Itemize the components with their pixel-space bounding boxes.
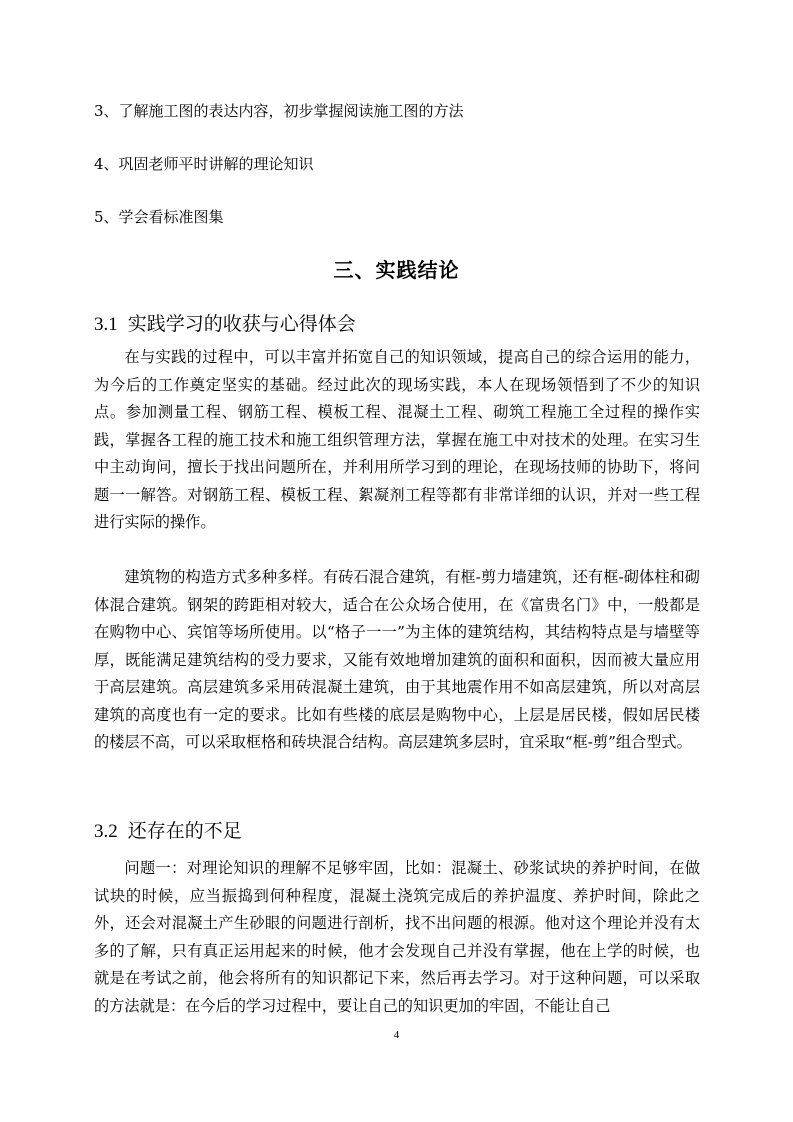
- section-heading-3-2: [94, 818, 242, 845]
- body-paragraph: 建筑物的构造方式多种多样。有砖石混合建筑，有框-剪力墙建筑，还有框-砌体柱和砌体混合建筑。钢架的跨距相对较大，适合在公众场合使用，在《富贵名门》中，一般都是在购物中心、宾馆等场所使用。以“格子一一”为主体的建筑结构，其结构特点是与墙壁等厚，既能满足建筑结构的受力要求，又能有效地增加建筑的面积和面积，因而被大量应用于高层建筑。高层建筑多采用砖混凝土建筑，由于其地震作用不如高层建筑，所以对高层建筑的高度也有一定的要求。比如有些楼的底层是购物中心，上层是居民楼，假如居民楼的楼层不高，可以采取框格和砖块混合结构。高层建筑多层时，宜采取“框-剪”组合型式。: [94, 568, 700, 751]
- body-paragraph: 问题一：对理论知识的理解不足够牢固，比如：混凝土、砂浆试块的养护时间，在做试块的时候，应当振捣到何种程度，混凝土浇筑完成后的养护温度、养护时间，除此之外，还会对混凝土产生砂眼的问题进行剖析，找不出问题的根源。他对这个理论并没有太多的了解，只有真正运用起来的时候，他才会发现自己并没有掌握，他在上学的时候，也就是在考试之前，他会将所有的知识都记下来，然后再去学习。对于这种问题，可以采取的方法就是：在今后的学习过程中，要让自己的知识更加的牢固，不能让自己: [94, 859, 700, 1015]
- list-item-3: 3、了解施工图的表达内容，初步掌握阅读施工图的方法: [94, 102, 464, 120]
- section-title: 实践学习的收获与心得体会: [127, 313, 356, 335]
- chapter-title: 三、实践结论: [333, 258, 460, 282]
- section-heading-3-1: [94, 311, 356, 338]
- section-number: 3.2: [94, 821, 118, 842]
- list-item-4: 4、巩固老师平时讲解的理论知识: [94, 155, 314, 173]
- section-title: 还存在的不足: [127, 820, 242, 842]
- section-number: 3.1: [94, 314, 118, 335]
- list-item-5: 5、学会看标准图集: [94, 208, 224, 226]
- page-number: 4: [393, 1029, 400, 1041]
- body-paragraph: 在与实践的过程中，可以丰富并拓宽自己的知识领域，提高自己的综合运用的能力，为今后的工作奠定坚实的基础。经过此次的现场实践，本人在现场领悟到了不少的知识点。参加测量工程、钢筋工程、模板工程、混凝土工程、砌筑工程施工全过程的操作实践，掌握各工程的施工技术和施工组织管理方法，掌握在施工中对技术的处理。在实习生中主动询问，擅长于找出问题所在，并利用所学习到的理论，在现场技师的协助下，将问题一一解答。对钢筋工程、模板工程、絮凝剂工程等都有非常详细的认识，并对一些工程进行实际的操作。: [94, 348, 700, 531]
